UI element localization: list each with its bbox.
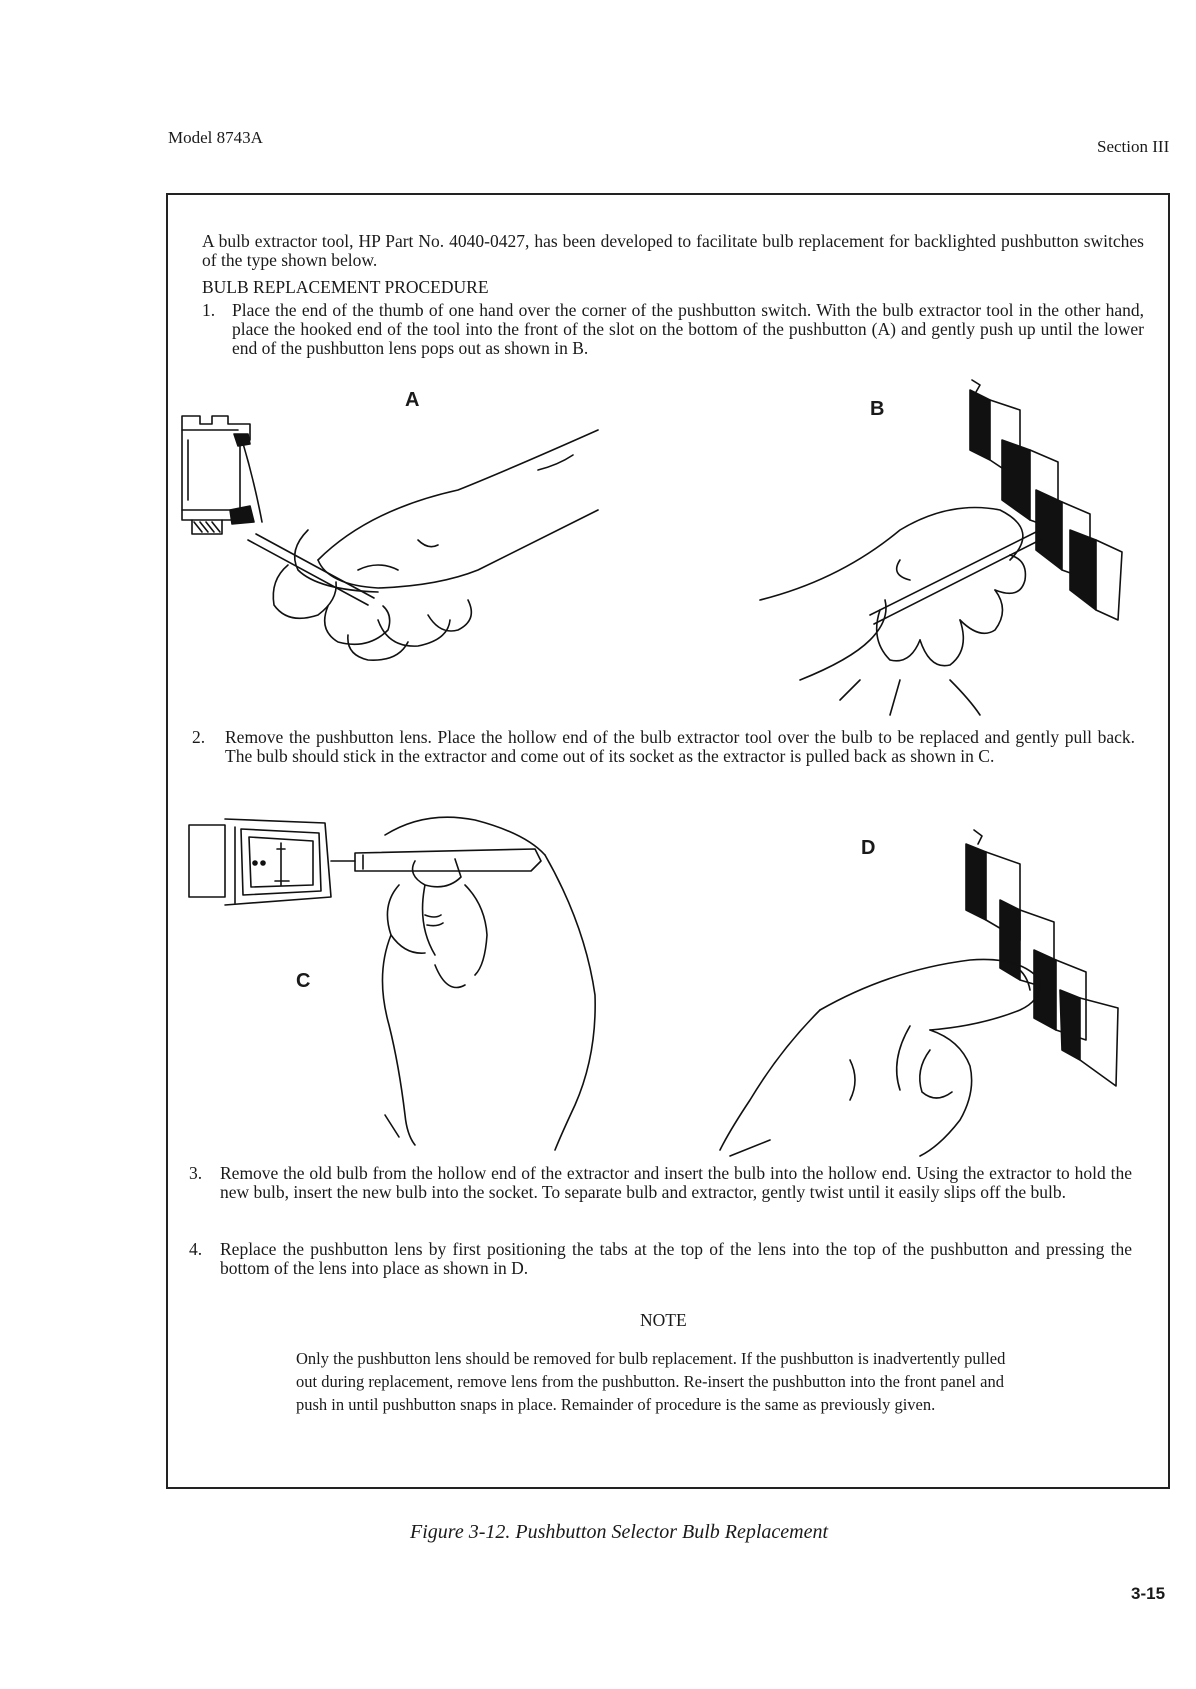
label-d: D — [861, 837, 876, 859]
illustration-a — [178, 410, 618, 690]
step-1-number: 1. — [202, 300, 216, 320]
intro-paragraph: A bulb extractor tool, HP Part No. 4040-0427, has been developed to facilitate bulb replacement for backlighted pushbutton switches of the type shown below. — [202, 231, 1144, 270]
figure-caption: Figure 3-12. Pushbutton Selector Bulb Replacement — [410, 1521, 829, 1543]
step-1-text: Place the end of the thumb of one hand over the corner of the pushbutton switch. With the bulb extractor tool in the other hand, place the hooked end of the tool into the front of the slot on the bottom of the pushbutton (A) and gently push up until the lower end of the pushbutton lens pops out as shown in B. — [232, 300, 1144, 358]
label-b: B — [870, 398, 885, 420]
label-a: A — [405, 389, 420, 411]
page-number: 3-15 — [1131, 1584, 1166, 1603]
note-title: NOTE — [640, 1310, 687, 1330]
illustration-b — [740, 380, 1140, 720]
procedure-title: BULB REPLACEMENT PROCEDURE — [202, 277, 489, 297]
model-header: Model 8743A — [168, 128, 263, 147]
step-4-text: Replace the pushbutton lens by first positioning the tabs at the top of the lens into the top of the pushbutton and pressing the bottom of the lens into place as shown in D. — [220, 1239, 1132, 1278]
label-c: C — [296, 970, 311, 992]
note-text: Only the pushbutton lens should be removed for bulb replacement. If the pushbutton is inadvertently pulled out during replacement, remove lens from the pushbutton. Re-insert the pushbutton into the front panel and push in until pushbutton snaps in place. Remainder of procedure is the same as previously given. — [296, 1349, 1006, 1414]
step-2-text: Remove the pushbutton lens. Place the hollow end of the bulb extractor tool over the bulb to be replaced and gently pull back. The bulb should stick in the extractor and come out of its socket as the extractor is pulled back as shown in C. — [225, 727, 1135, 766]
illustration-d — [730, 830, 1130, 1160]
section-header: Section III — [1097, 137, 1170, 156]
step-2-number: 2. — [192, 727, 206, 747]
step-3-text: Remove the old bulb from the hollow end of the extractor and insert the bulb into the hollow end. Using the extractor to hold the new bulb, insert the new bulb into the socket. To separate bulb and extractor, gently twist until it easily slips off the bulb. — [220, 1163, 1132, 1202]
illustration-c — [185, 815, 625, 1155]
step-3-number: 3. — [189, 1163, 203, 1183]
step-4-number: 4. — [189, 1239, 203, 1259]
